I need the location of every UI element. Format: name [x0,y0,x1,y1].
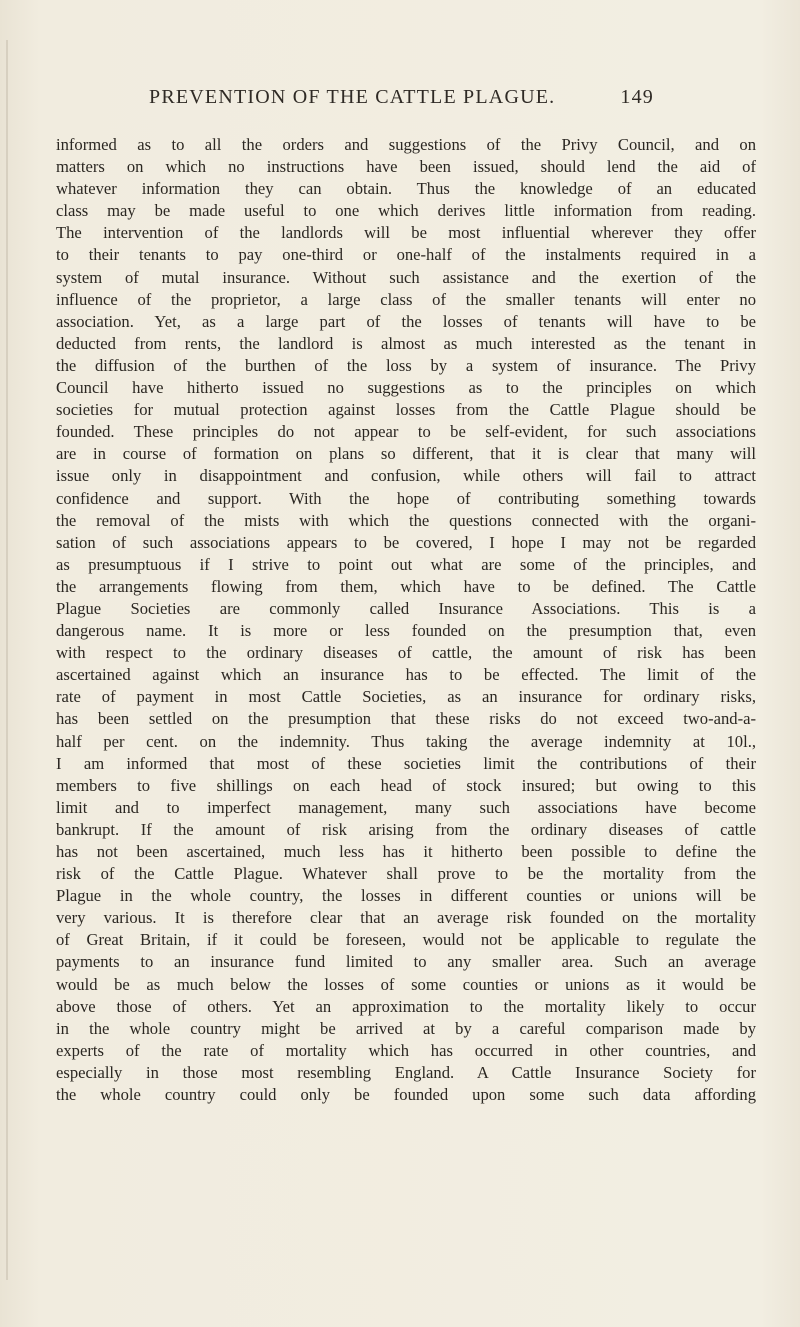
text-line: Council have hitherto issued no suggestions as to the principles on which [56,378,756,398]
text-line: risk of the Cattle Plague. Whatever shall prove to be the mortality from the [56,864,756,884]
text-line: whatever information they can obtain. Thus the knowledge of an educated [56,179,756,199]
text-line: dangerous name. It is more or less founded on the presumption that, even [56,621,756,641]
text-line: half per cent. on the indemnity. Thus taking the average indemnity at 10l., [56,731,756,751]
text-line: especially in those most resembling England. A Cattle Insurance Society for [56,1062,756,1082]
text-line: are in course of formation on plans so different, that it is clear that many will [56,444,756,464]
text-line: Plague Societies are commonly called Insurance Associations. This is a [56,598,756,618]
text-line: would be as much below the losses of some counties or unions as it would be [56,974,756,994]
text-line: the removal of the mists with which the questions connected with the organi- [56,510,756,530]
text-line: above those of others. Yet an approximation to the mortality likely to occur [56,996,756,1016]
text-line: confidence and support. With the hope of contributing something towards [56,488,756,508]
text-line: experts of the rate of mortality which has occurred in other countries, and [56,1040,756,1060]
running-title: PREVENTION OF THE CATTLE PLAGUE. [149,86,556,108]
page-number: 149 [620,86,654,108]
page-gutter-shadow [6,40,8,1280]
text-line: class may be made useful to one which derives little information from reading. [56,201,756,221]
text-line: ascertained against which an insurance has to be effected. The limit of the [56,665,756,685]
text-line: system of mutal insurance. Without such assistance and the exertion of the [56,267,756,287]
text-line: very various. It is therefore clear that an average risk founded on the mortality [56,908,756,928]
text-line: influence of the proprietor, a large class of the smaller tenants will enter no [56,289,756,309]
text-line: the arrangements flowing from them, which have to be defined. The Cattle [56,576,756,596]
text-line: as presumptuous if I strive to point out what are some of the principles, and [56,554,756,574]
running-head [149,86,654,116]
text-line: rate of payment in most Cattle Societies, as an insurance for ordinary risks, [56,687,756,707]
text-line: payments to an insurance fund limited to any smaller area. Such an average [56,952,756,972]
text-line: limit and to imperfect management, many such associations have become [56,797,756,817]
text-line: societies for mutual protection against losses from the Cattle Plague should be [56,400,756,420]
text-line: sation of such associations appears to be covered, I hope I may not be regarded [56,532,756,552]
text-line: to their tenants to pay one-third or one-half of the instalments required in a [56,245,756,265]
text-line: with respect to the ordinary diseases of cattle, the amount of risk has been [56,643,756,663]
text-line: members to five shillings on each head of stock insured; but owing to this [56,775,756,795]
text-line: informed as to all the orders and suggestions of the Privy Council, and on [56,135,756,154]
text-line: has not been ascertained, much less has it hitherto been possible to define the [56,842,756,861]
body-paragraph [56,134,756,1106]
text-line: I am informed that most of these societies limit the contributions of their [56,753,756,773]
text-line: association. Yet, as a large part of the losses of tenants will have to be [56,311,756,331]
text-line: of Great Britain, if it could be foreseen, would not be applicable to regulate the [56,930,756,950]
text-line: bankrupt. If the amount of risk arising from the ordinary diseases of cattle [56,819,756,839]
text-line: in the whole country might be arrived at by a careful comparison made by [56,1018,756,1038]
text-line: founded. These principles do not appear to be self-evident, for such associations [56,422,756,442]
text-line: issue only in disappointment and confusion, while others will fail to attract [56,466,756,486]
text-line: Plague in the whole country, the losses in different counties or unions will be [56,886,756,906]
text-line: deducted from rents, the landlord is almost as much interested as the tenant in [56,333,756,353]
text-line: the whole country could only be founded upon some such data affording [56,1085,756,1105]
text-line: matters on which no instructions have been issued, should lend the aid of [56,157,756,177]
text-line: the diffusion of the burthen of the loss by a system of insurance. The Privy [56,355,756,375]
text-line: has been settled on the presumption that these risks do not exceed two-and-a- [56,709,756,729]
text-line: The intervention of the landlords will be most influential wherever they offer [56,223,756,243]
